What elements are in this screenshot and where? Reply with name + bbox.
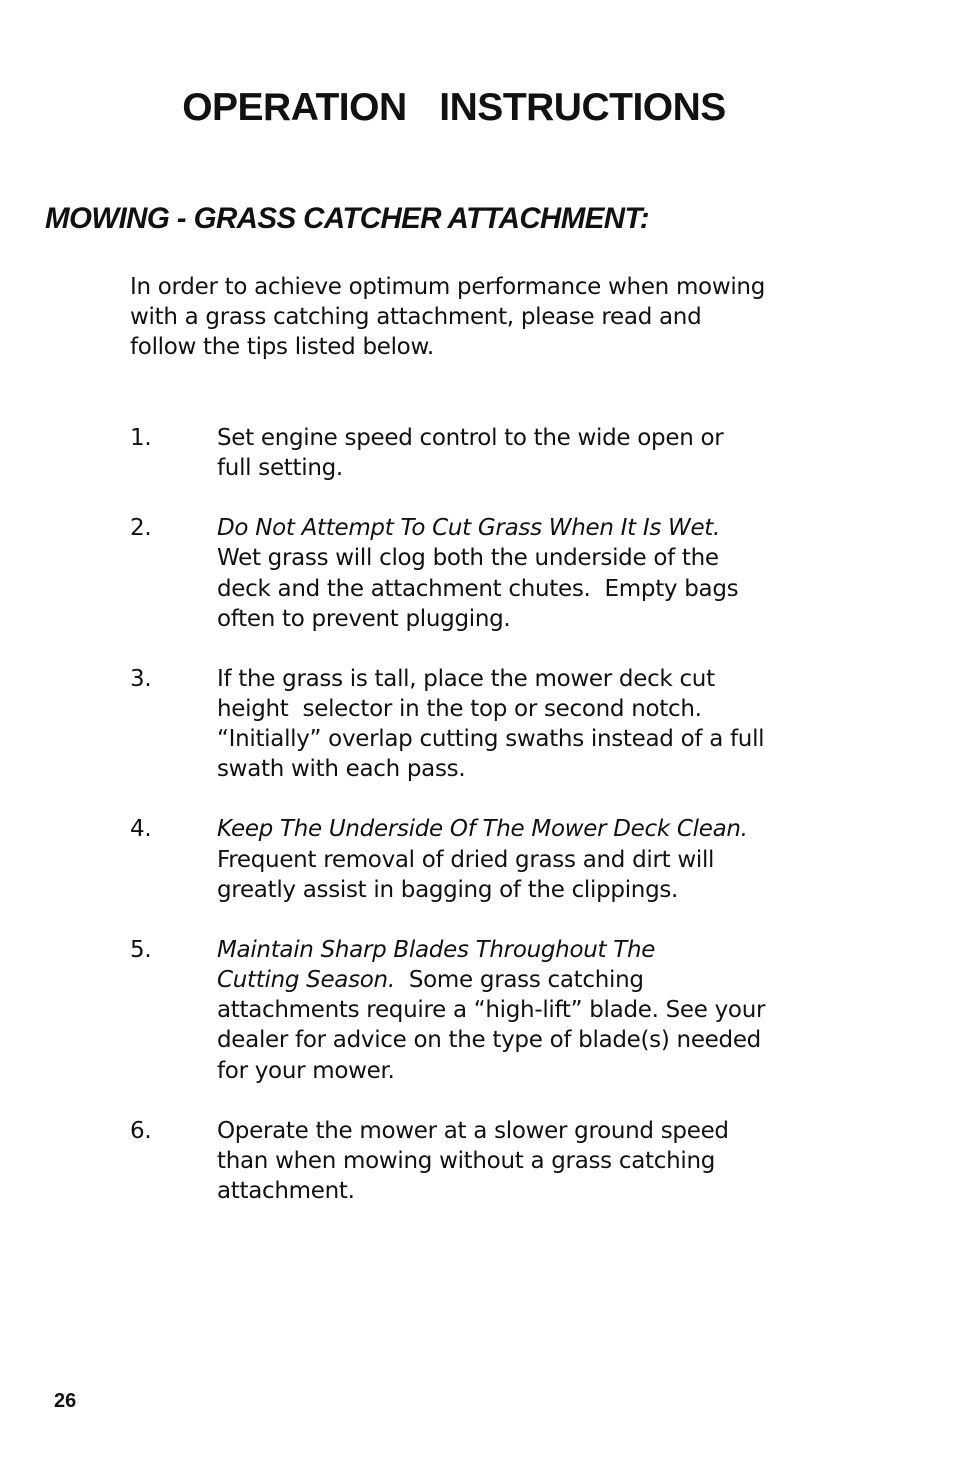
tip-line bbox=[217, 694, 830, 724]
tip-item bbox=[130, 935, 830, 1086]
tip-line bbox=[217, 543, 830, 573]
tip-line bbox=[217, 814, 830, 844]
tip-line bbox=[217, 574, 830, 604]
tip-line bbox=[217, 724, 830, 754]
tip-line bbox=[217, 935, 830, 965]
intro-line: with a grass catching attachment, please read and bbox=[130, 304, 702, 331]
tip-emphasis: Keep The Underside Of The Mower Deck Clean. bbox=[217, 816, 748, 843]
tip-text: attachment. bbox=[217, 1178, 355, 1205]
intro-line: In order to achieve optimum performance when mowing bbox=[130, 274, 766, 300]
tip-text: “Initially” overlap cutting swaths instead of a full bbox=[217, 726, 765, 753]
tip-line bbox=[217, 965, 830, 995]
tip-line bbox=[217, 845, 830, 875]
section-heading: MOWING - GRASS CATCHER ATTACHMENT: bbox=[45, 202, 649, 235]
tip-line bbox=[217, 604, 830, 634]
tip-text: greatly assist in bagging of the clippings. bbox=[217, 876, 679, 903]
tip-text: Frequent removal of dried grass and dirt will bbox=[217, 846, 715, 873]
tip-line bbox=[217, 875, 830, 905]
intro-line: follow the tips listed below. bbox=[130, 334, 434, 361]
tip-line bbox=[217, 1146, 830, 1176]
tip-line bbox=[217, 1025, 830, 1055]
tip-text: than when mowing without a grass catching bbox=[217, 1147, 716, 1174]
page-title: OPERATION INSTRUCTIONS bbox=[182, 86, 726, 129]
tip-item bbox=[130, 664, 830, 785]
tip-emphasis: Maintain Sharp Blades Throughout The bbox=[217, 936, 656, 963]
tip-line bbox=[217, 1056, 830, 1086]
tip-text: full setting. bbox=[217, 455, 343, 482]
tip-line bbox=[217, 513, 830, 543]
tip-emphasis: Do Not Attempt To Cut Grass When It Is Wet. bbox=[217, 515, 721, 542]
tip-item bbox=[130, 513, 830, 634]
tip-item bbox=[130, 814, 830, 905]
tip-number: 4. bbox=[130, 816, 152, 843]
tip-emphasis: Cutting Season. bbox=[217, 967, 395, 994]
tip-line bbox=[217, 423, 830, 453]
tip-text: swath with each pass. bbox=[217, 756, 466, 783]
tip-text: often to prevent plugging. bbox=[217, 605, 511, 632]
tip-line bbox=[217, 995, 830, 1025]
tip-line bbox=[217, 1116, 830, 1146]
tip-line bbox=[217, 1176, 830, 1206]
tip-text: attachments require a “high-lift” blade. See your bbox=[217, 997, 766, 1024]
intro-paragraph bbox=[130, 272, 810, 363]
tip-number: 3. bbox=[130, 665, 152, 692]
tip-text: Operate the mower at a slower ground speed bbox=[217, 1117, 729, 1144]
tip-text: for your mower. bbox=[217, 1057, 395, 1084]
tip-text: Set engine speed control to the wide open or bbox=[217, 425, 724, 451]
tip-number: 5. bbox=[130, 936, 152, 963]
tip-text: Wet grass will clog both the underside of the bbox=[217, 545, 719, 572]
tip-line bbox=[217, 453, 830, 483]
tip-text: Some grass catching bbox=[394, 967, 644, 994]
tips-list bbox=[130, 423, 830, 1236]
tip-number: 1. bbox=[130, 425, 152, 451]
tip-text: dealer for advice on the type of blade(s) needed bbox=[217, 1027, 761, 1054]
tip-line bbox=[217, 664, 830, 694]
tip-number: 6. bbox=[130, 1117, 152, 1144]
page-number: 26 bbox=[54, 1390, 77, 1412]
tip-line bbox=[217, 754, 830, 784]
tip-item bbox=[130, 1116, 830, 1207]
tip-text: If the grass is tall, place the mower deck cut bbox=[217, 665, 715, 692]
tip-number: 2. bbox=[130, 515, 152, 542]
tip-item bbox=[130, 423, 830, 483]
tip-text: deck and the attachment chutes. Empty bags bbox=[217, 575, 739, 602]
tip-text: height selector in the top or second notch. bbox=[217, 696, 702, 723]
